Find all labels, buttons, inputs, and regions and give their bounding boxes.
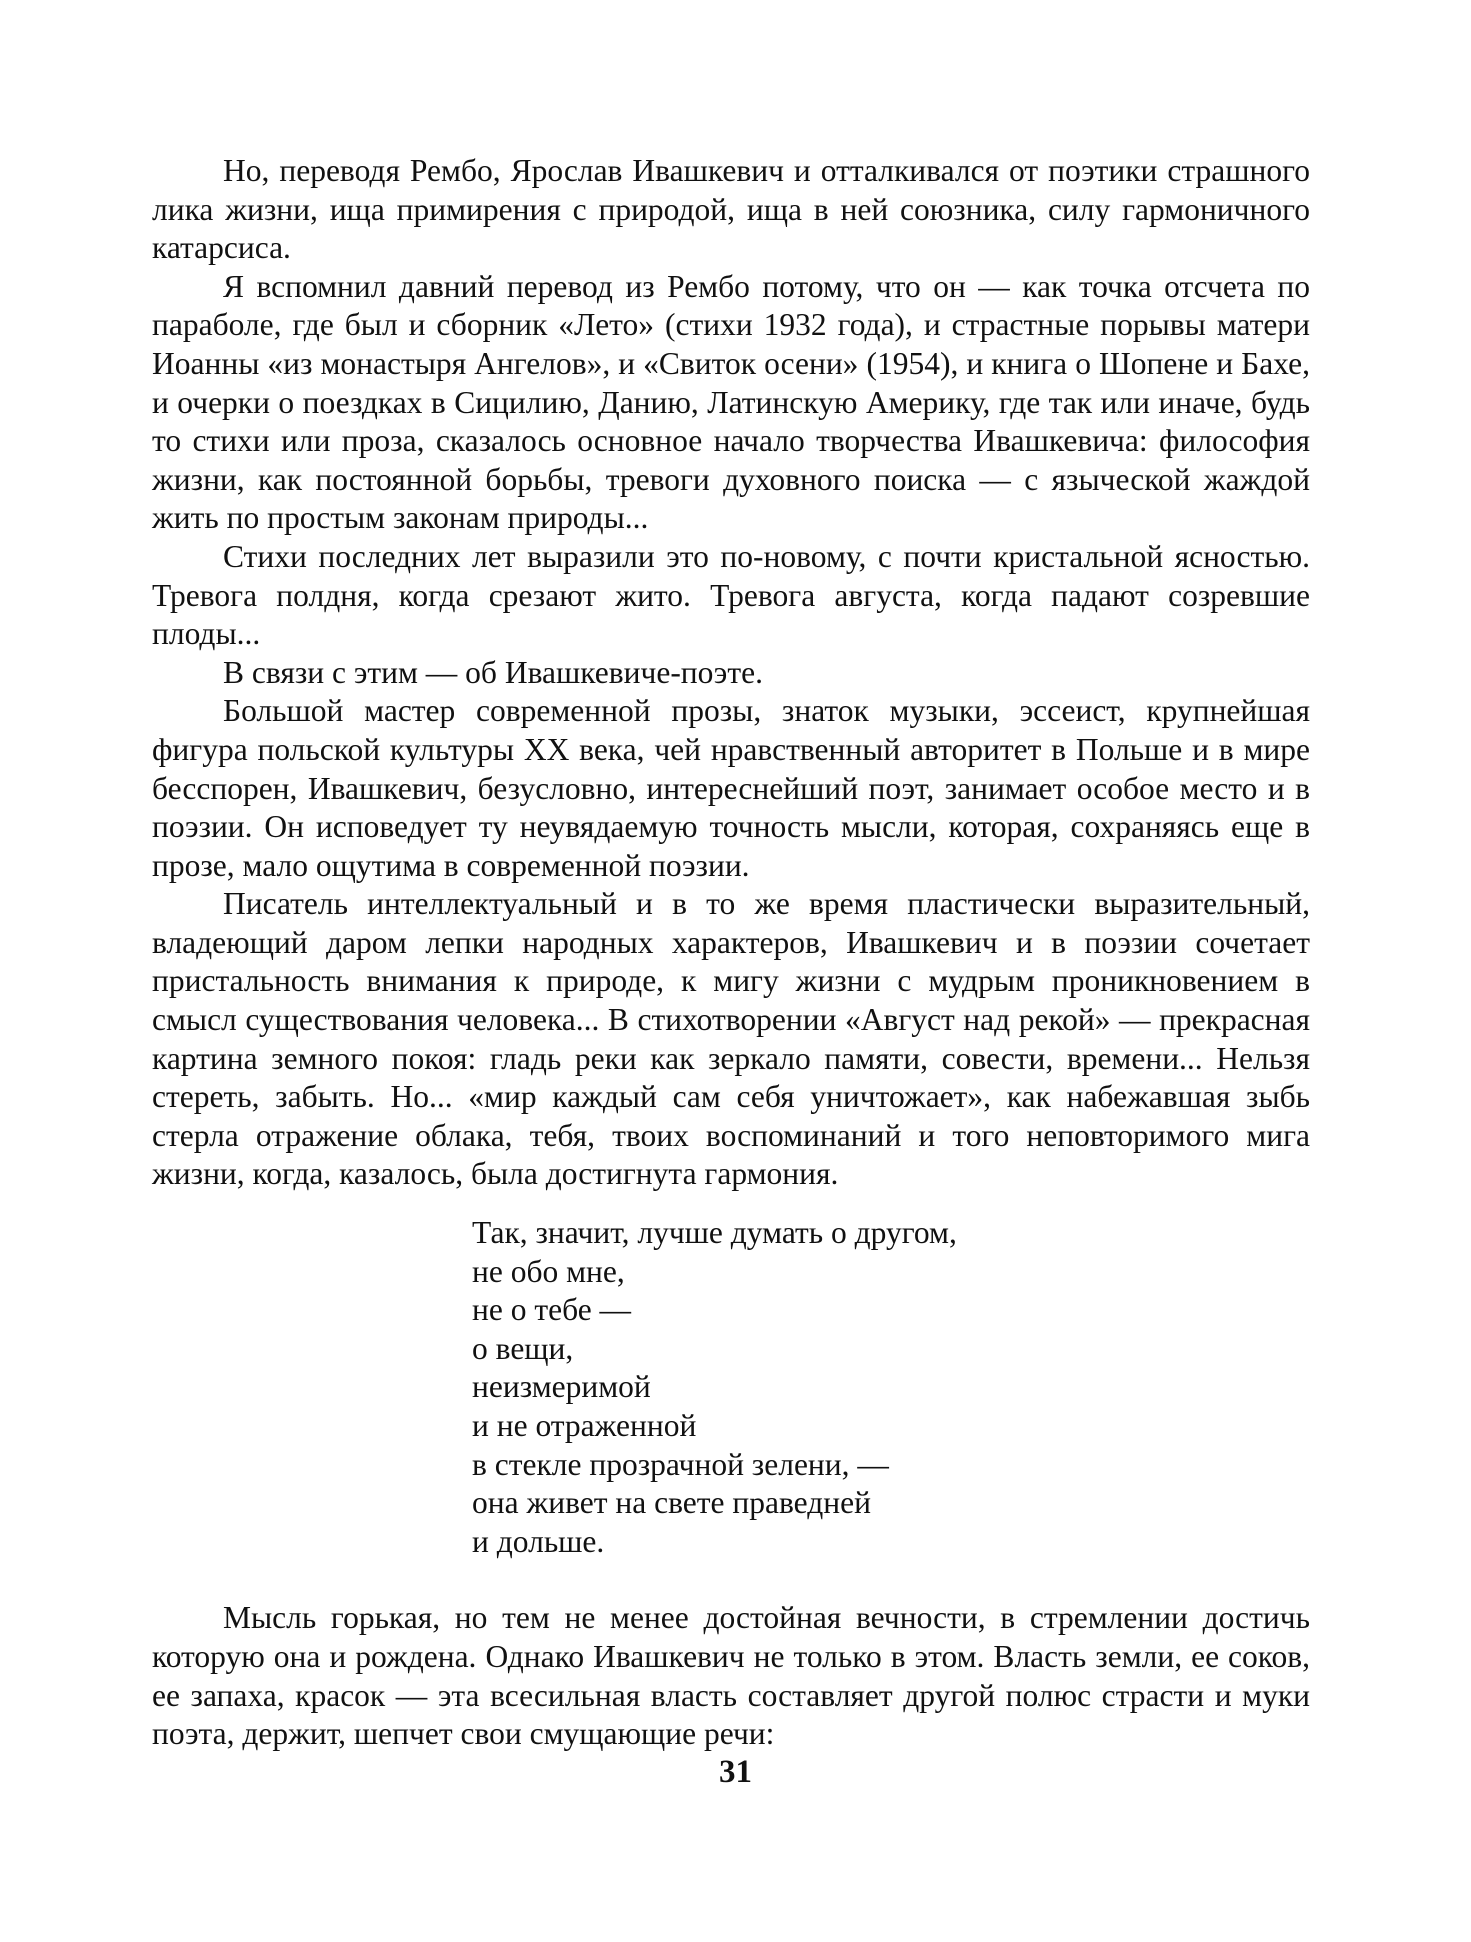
poem-quote xyxy=(472,1214,1310,1561)
paragraph: Писатель интеллектуальный и в то же время пластически выразительный, владеющий даром лепки народных характеров, Ивашкевич и в поэзии сочетает пристальность внимания к природе, к мигу жизни с мудрым проникновением в смысл существования человека... В стихотворении «Август над рекой» — прекрасная картина земного покоя: гладь реки как зеркало памяти, совести, времени... Нельзя стереть, забыть. Но... «мир каждый сам себя уничтожает», как набежавшая зыбь стерла отражение облака, тебя, твоих воспоминаний и того неповторимого мига жизни, когда, казалось, была достигнута гармония. xyxy=(152,886,1310,1192)
paragraph: Мысль горькая, но тем не менее достойная вечности, в стремлении достичь которую она и рождена. Однако Ивашкевич не только в этом. Власть земли, ее соков, ее запаха, красок — эта всесильная власть составляет другой полюс страсти и муки поэта, держит, шепчет свои смущающие речи: xyxy=(152,1600,1310,1752)
poem-line: и дольше. xyxy=(472,1523,605,1559)
poem-line: Так, значит, лучше думать о другом, xyxy=(472,1215,957,1251)
poem-line: не обо мне, xyxy=(472,1253,625,1289)
page-number: 31 xyxy=(719,1754,752,1790)
poem-line: не о тебе — xyxy=(472,1292,632,1328)
poem-line: и не отраженной xyxy=(472,1408,697,1443)
poem-line: в стекле прозрачной зелени, — xyxy=(472,1446,889,1482)
poem-line: о вещи, xyxy=(472,1330,574,1366)
poem-line: неизмеримой xyxy=(472,1369,651,1405)
paragraph: В связи с этим — об Ивашкевиче-поэте. xyxy=(223,654,763,690)
poem-line: она живет на свете праведней xyxy=(472,1485,871,1521)
paragraph: Большой мастер современной прозы, знаток музыки, эссеист, крупнейшая фигура польской культуры XX века, чей нравственный авторитет в Польше и в мире бесспорен, Ивашкевич, безусловно, интереснейший поэт, занимает особое место и в поэзии. Он исповедует ту неувядаемую точность мысли, которая, сохраняясь еще в прозе, мало ощутима в современной поэзии. xyxy=(152,693,1310,883)
paragraph: Но, переводя Рембо, Ярослав Ивашкевич и отталкивался от поэтики страшного лика жизни, ища примирения с природой, ища в ней союзника, силу гармоничного катарсиса. xyxy=(152,153,1310,266)
paragraph: Стихи последних лет выразили это по-новому, с почти кристальной ясностью. Тревога полдня, когда срезают жито. Тревога августа, когда падают созревшие плоды... xyxy=(152,538,1310,652)
paragraph: Я вспомнил давний перевод из Рембо потому, что он — как точка отсчета по параболе, где был и сборник «Лето» (стихи 1932 года), и страстные порывы матери Иоанны «из монастыря Ангелов», и «Свиток осени» (1954), и книга о Шопене и Бахе, и очерки о поездках в Сицилию, Данию, Латинскую Америку, где так или иначе, будь то стихи или проза, сказалось основное начало творчества Ивашкевича: философия жизни, как постоянной борьбы, тревоги духовного поиска — с языческой жаждой жить по простым законам природы... xyxy=(152,268,1310,536)
page-body xyxy=(152,152,1310,1754)
